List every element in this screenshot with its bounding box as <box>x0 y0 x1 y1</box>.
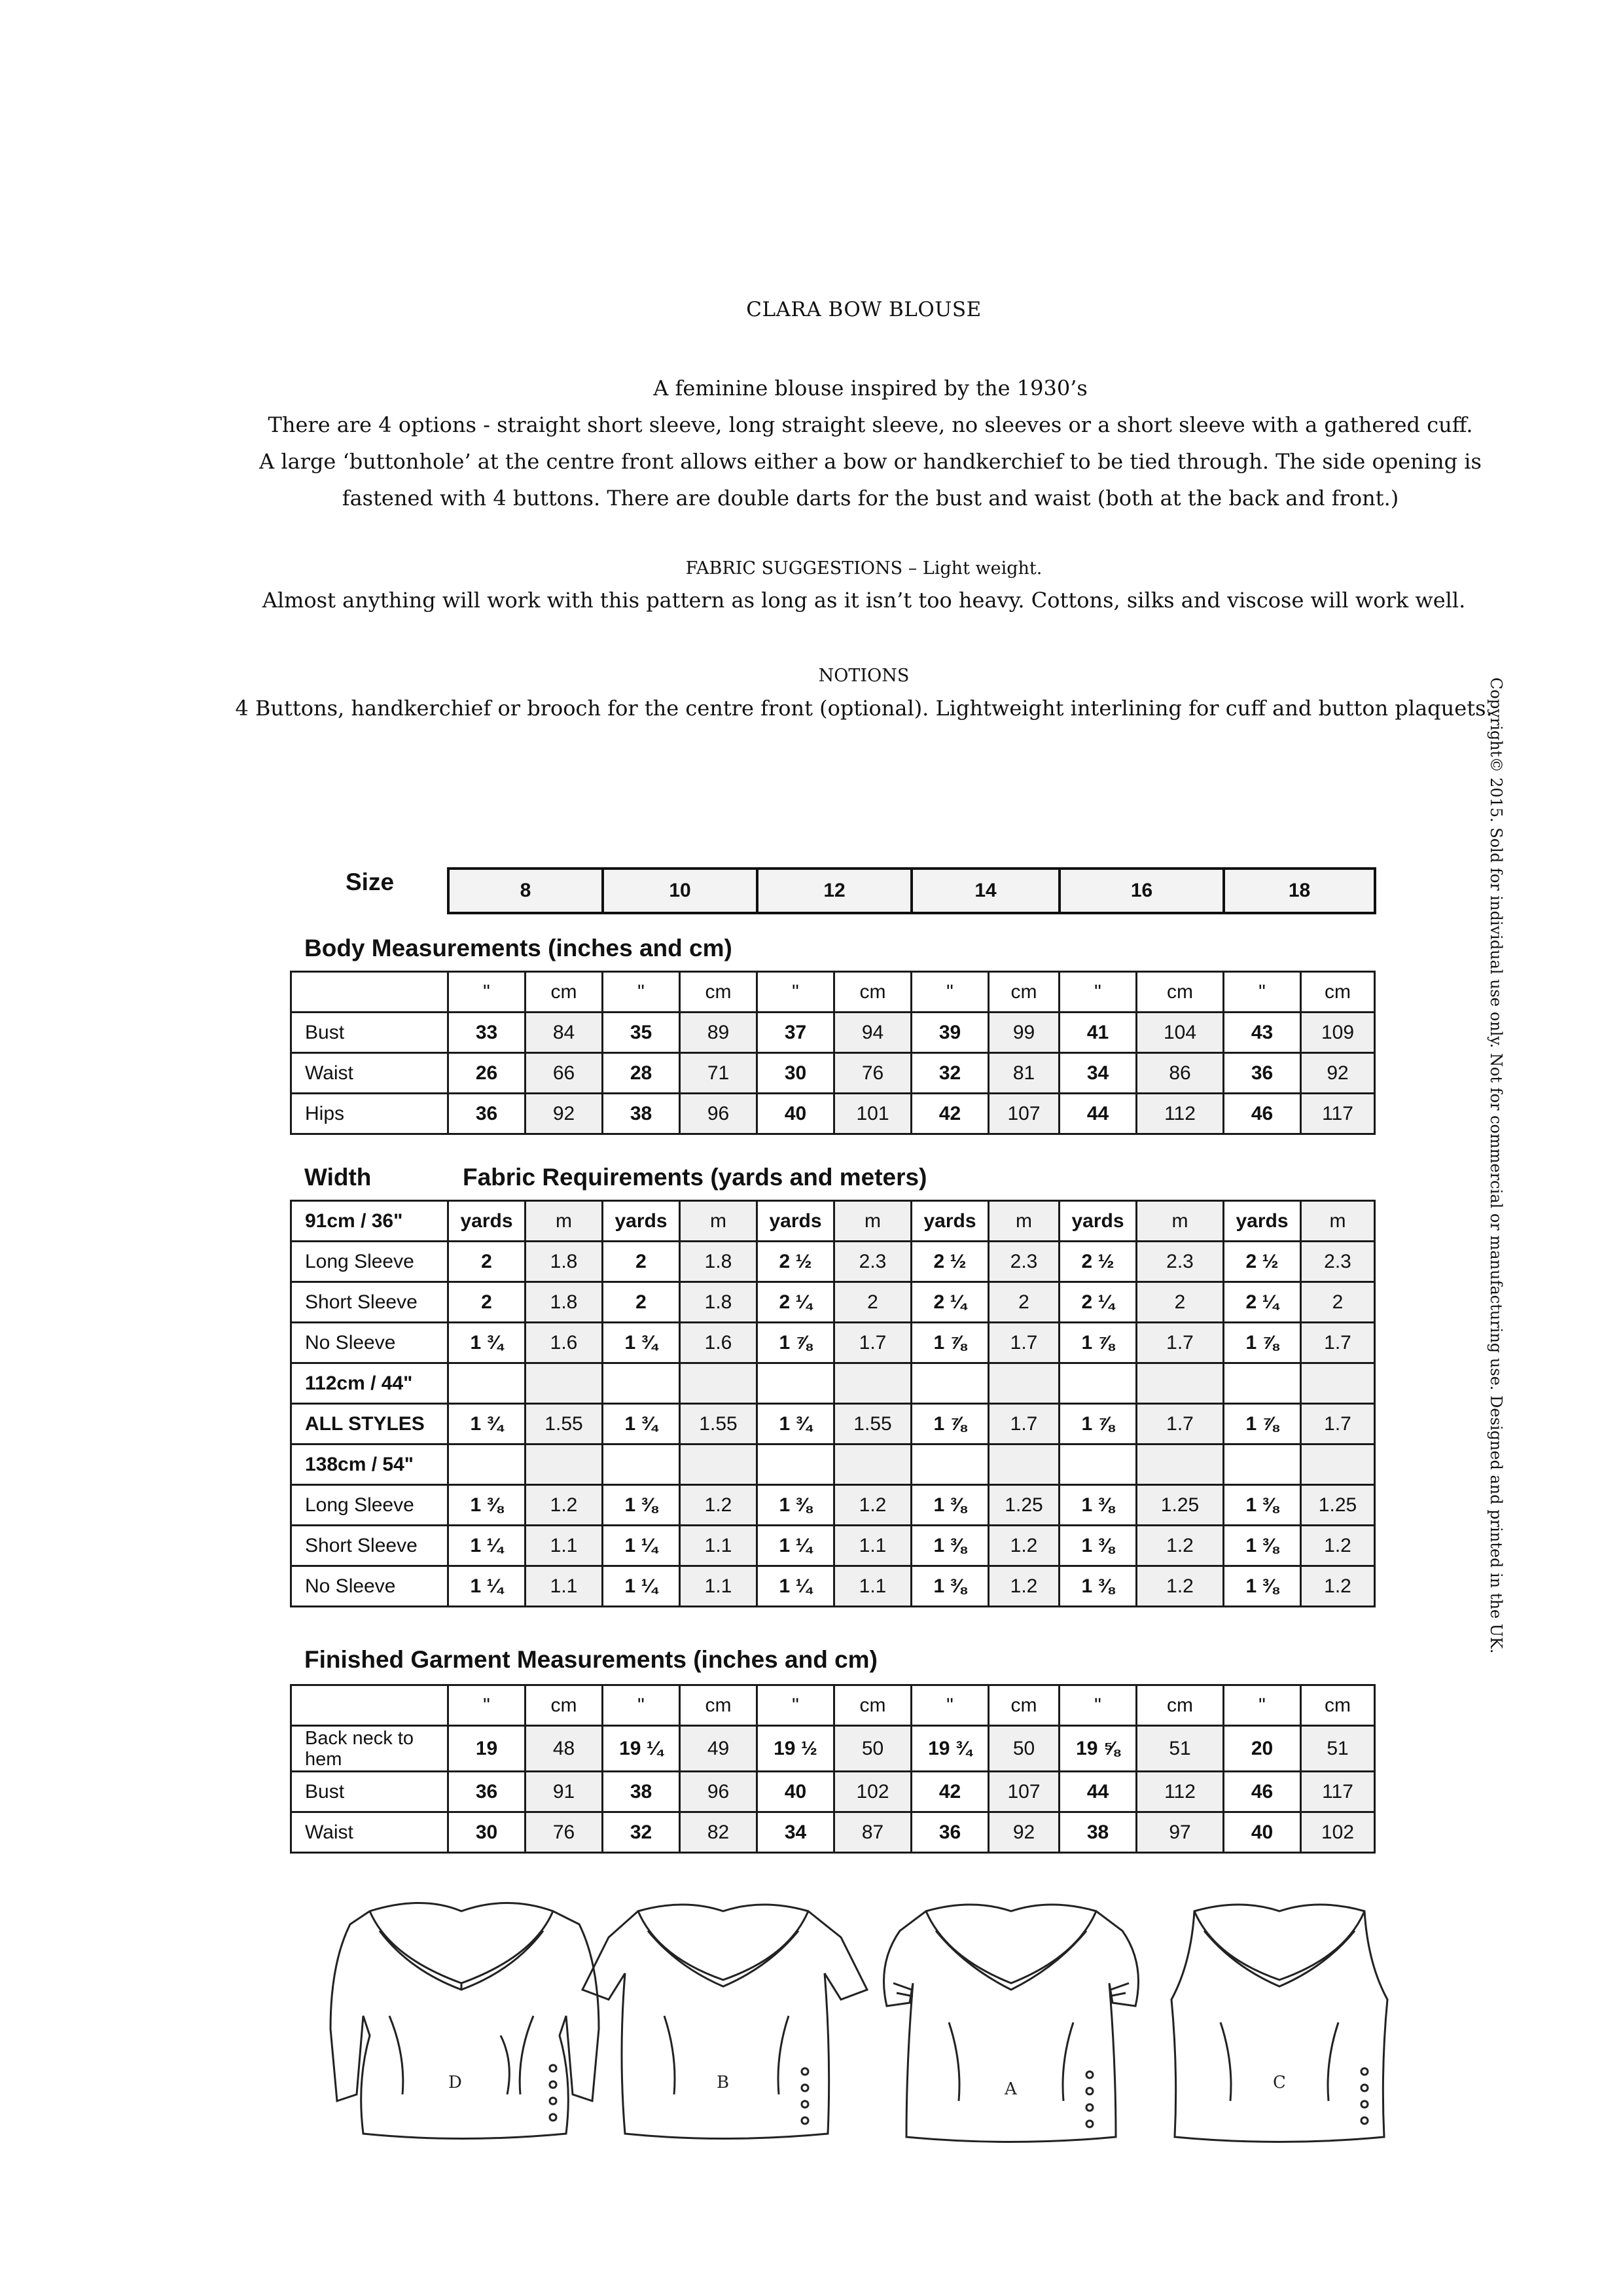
unit-cell: cm <box>989 972 1060 1013</box>
finished-measurements-table <box>290 1684 1376 1854</box>
table-cell: 1.2 <box>834 1485 912 1526</box>
table-cell <box>680 1444 757 1485</box>
row-label: Short Sleeve <box>291 1526 448 1566</box>
table-cell: 2 <box>448 1282 526 1323</box>
table-cell: 1.2 <box>989 1566 1060 1607</box>
table-cell <box>912 1444 989 1485</box>
body-measurements-heading: Body Measurements (inches and cm) <box>304 935 732 961</box>
blouse-view-a-drawing <box>884 1905 1139 2142</box>
unit-cell: cm <box>1137 972 1224 1013</box>
table-cell: 1.25 <box>1137 1485 1224 1526</box>
unit-cell: cm <box>989 1685 1060 1726</box>
table-cell: 1.8 <box>680 1242 757 1282</box>
table-row <box>291 1282 1375 1323</box>
table-cell: 34 <box>1060 1053 1137 1094</box>
table-cell: 1.25 <box>989 1485 1060 1526</box>
table-cell: 1 ⅜ <box>1060 1485 1137 1526</box>
unit-cell: " <box>757 972 834 1013</box>
table-cell: yards <box>448 1201 526 1242</box>
table-cell: 1 ¼ <box>757 1526 834 1566</box>
table-cell: 2.3 <box>1301 1242 1375 1282</box>
table-cell: 2 ¼ <box>912 1282 989 1323</box>
table-cell: 82 <box>680 1812 757 1853</box>
row-label: No Sleeve <box>291 1566 448 1607</box>
table-cell: 1.2 <box>1137 1526 1224 1566</box>
table-cell: 2 ¼ <box>757 1282 834 1323</box>
table-cell <box>757 1444 834 1485</box>
table-cell: 102 <box>834 1772 912 1812</box>
table-cell: 49 <box>680 1726 757 1772</box>
table-cell: 1 ⅜ <box>912 1526 989 1566</box>
table-cell <box>526 1363 603 1404</box>
table-row <box>291 1053 1375 1094</box>
table-row <box>291 1726 1375 1772</box>
table-cell: 76 <box>526 1812 603 1853</box>
table-cell: 19 ¾ <box>912 1726 989 1772</box>
unit-cell: " <box>603 1685 680 1726</box>
row-label: Waist <box>291 1053 448 1094</box>
table-cell <box>448 1363 526 1404</box>
table-cell: 1 ⅜ <box>1060 1566 1137 1607</box>
table-cell: 50 <box>834 1726 912 1772</box>
table-cell: 89 <box>680 1013 757 1053</box>
unit-cell: " <box>1224 1685 1301 1726</box>
table-row <box>291 1323 1375 1363</box>
table-cell: 76 <box>834 1053 912 1094</box>
table-cell: 19 <box>448 1726 526 1772</box>
table-cell: 1.2 <box>1137 1566 1224 1607</box>
table-cell <box>680 1363 757 1404</box>
table-cell: 1 ⅜ <box>1224 1526 1301 1566</box>
table-cell: 1 ⅜ <box>912 1485 989 1526</box>
table-cell: 1 ¾ <box>603 1404 680 1444</box>
table-cell <box>757 1363 834 1404</box>
unit-cell: cm <box>1301 1685 1375 1726</box>
units-row <box>291 1685 1375 1726</box>
blouse-view-d-drawing <box>330 1903 599 2139</box>
table-cell: 1 ¼ <box>448 1566 526 1607</box>
table-cell: 2 ¼ <box>1060 1282 1137 1323</box>
table-cell: 101 <box>834 1094 912 1134</box>
table-cell: 39 <box>912 1013 989 1053</box>
table-cell: 36 <box>912 1812 989 1853</box>
table-cell: 2 ½ <box>1060 1242 1137 1282</box>
table-cell <box>1137 1363 1224 1404</box>
row-label: Short Sleeve <box>291 1282 448 1323</box>
table-cell: 1.2 <box>526 1485 603 1526</box>
table-cell: 71 <box>680 1053 757 1094</box>
row-label: ALL STYLES <box>291 1404 448 1444</box>
table-cell: 112 <box>1137 1772 1224 1812</box>
table-row <box>291 1094 1375 1134</box>
table-cell: 19 ½ <box>757 1726 834 1772</box>
table-cell <box>1301 1444 1375 1485</box>
size-cell: 14 <box>912 869 1060 913</box>
blouse-illustrations <box>291 1885 1391 2160</box>
notions-heading: NOTIONS <box>818 666 910 686</box>
table-cell: 92 <box>1301 1053 1375 1094</box>
table-cell: 1.7 <box>1137 1404 1224 1444</box>
size-table <box>447 867 1376 914</box>
fabric-weight: Light weight. <box>922 558 1043 579</box>
table-cell <box>603 1363 680 1404</box>
table-cell: 2 <box>1137 1282 1224 1323</box>
table-row <box>291 1201 1375 1242</box>
table-cell: 1 ⅜ <box>1224 1485 1301 1526</box>
fabric-heading-dash: – <box>902 558 923 579</box>
table-cell: 1.55 <box>680 1404 757 1444</box>
fabric-suggestions-heading <box>0 558 1623 579</box>
finished-measurements-heading: Finished Garment Measurements (inches and cm) <box>304 1646 878 1673</box>
width-heading: Width <box>304 1164 372 1191</box>
units-row <box>291 972 1375 1013</box>
row-label: Long Sleeve <box>291 1242 448 1282</box>
unit-cell: cm <box>680 1685 757 1726</box>
table-cell: 51 <box>1301 1726 1375 1772</box>
table-cell: 1 ⅜ <box>603 1485 680 1526</box>
size-cell: 18 <box>1224 869 1375 913</box>
table-cell: 1.6 <box>526 1323 603 1363</box>
table-cell: 50 <box>989 1726 1060 1772</box>
table-cell: 2 ½ <box>1224 1242 1301 1282</box>
table-cell: 1 ⅞ <box>1224 1404 1301 1444</box>
table-cell: 1.7 <box>989 1323 1060 1363</box>
table-cell <box>1137 1444 1224 1485</box>
unit-cell: " <box>1224 972 1301 1013</box>
table-cell: 32 <box>912 1053 989 1094</box>
table-cell <box>834 1444 912 1485</box>
table-cell: 35 <box>603 1013 680 1053</box>
table-cell: 2 <box>448 1242 526 1282</box>
table-cell: 20 <box>1224 1726 1301 1772</box>
table-cell: 1.1 <box>834 1526 912 1566</box>
row-label: 112cm / 44" <box>291 1363 448 1404</box>
table-cell: 2 <box>1301 1282 1375 1323</box>
table-cell: 42 <box>912 1772 989 1812</box>
table-cell: m <box>989 1201 1060 1242</box>
table-cell: 117 <box>1301 1094 1375 1134</box>
table-cell: 41 <box>1060 1013 1137 1053</box>
row-label: 138cm / 54" <box>291 1444 448 1485</box>
blouse-view-c-drawing <box>1171 1905 1387 2142</box>
unit-cell: cm <box>1301 972 1375 1013</box>
table-cell: 1 ⅞ <box>1060 1404 1137 1444</box>
table-cell <box>1224 1363 1301 1404</box>
unit-cell: " <box>448 1685 526 1726</box>
table-cell: 42 <box>912 1094 989 1134</box>
table-cell <box>989 1444 1060 1485</box>
row-label: Waist <box>291 1812 448 1853</box>
table-cell: 1 ¼ <box>448 1526 526 1566</box>
view-letter: B <box>717 2073 730 2092</box>
view-letter: D <box>448 2073 462 2092</box>
table-cell: 1.1 <box>680 1526 757 1566</box>
copyright-notice: Copyright© 2015. Sold for individual use only. Not for commercial or manufacturing use. Designed and printed in the UK. <box>1487 677 1505 1654</box>
table-cell: 36 <box>448 1772 526 1812</box>
table-cell: 44 <box>1060 1094 1137 1134</box>
table-cell: 1.25 <box>1301 1485 1375 1526</box>
table-cell: 1.8 <box>680 1282 757 1323</box>
table-cell <box>448 1444 526 1485</box>
table-cell: 1 ⅞ <box>757 1323 834 1363</box>
table-cell: yards <box>603 1201 680 1242</box>
table-cell: m <box>526 1201 603 1242</box>
row-label: 91cm / 36" <box>291 1201 448 1242</box>
table-cell: m <box>834 1201 912 1242</box>
size-row <box>448 869 1375 913</box>
table-cell: 2 ½ <box>912 1242 989 1282</box>
table-cell: 107 <box>989 1094 1060 1134</box>
table-cell: 96 <box>680 1094 757 1134</box>
table-cell: 2 ½ <box>757 1242 834 1282</box>
table-cell: m <box>1137 1201 1224 1242</box>
table-cell: 117 <box>1301 1772 1375 1812</box>
units-label-cell <box>291 972 448 1013</box>
blouse-view-b-drawing <box>582 1905 867 2139</box>
table-cell: 81 <box>989 1053 1060 1094</box>
table-cell: 1 ⅜ <box>448 1485 526 1526</box>
table-cell: 1 ¼ <box>757 1566 834 1607</box>
unit-cell: cm <box>1137 1685 1224 1726</box>
table-cell: 38 <box>603 1094 680 1134</box>
table-cell <box>912 1363 989 1404</box>
table-cell: 1 ⅞ <box>1060 1323 1137 1363</box>
table-cell: 2 ¼ <box>1224 1282 1301 1323</box>
table-cell: 1.2 <box>1301 1566 1375 1607</box>
body-measurements-table <box>290 971 1376 1135</box>
table-cell: 1.1 <box>680 1566 757 1607</box>
table-cell <box>1060 1444 1137 1485</box>
row-label: No Sleeve <box>291 1323 448 1363</box>
table-cell: 1.8 <box>526 1282 603 1323</box>
table-row <box>291 1566 1375 1607</box>
table-cell: 2 <box>834 1282 912 1323</box>
table-row <box>291 1444 1375 1485</box>
intro-line: A large ‘buttonhole’ at the centre front allows either a bow or handkerchief to be tied through. The side opening is fastened with 4 buttons. There are double darts for the bust and waist (both at the back and front.) <box>259 449 1482 511</box>
table-cell: 1.55 <box>834 1404 912 1444</box>
row-label: Bust <box>291 1772 448 1812</box>
document-title: CLARA BOW BLOUSE <box>746 298 982 321</box>
table-cell: 2 <box>989 1282 1060 1323</box>
table-cell: 1 ¾ <box>757 1404 834 1444</box>
intro-text <box>255 370 1486 516</box>
notions-text: 4 Buttons, handkerchief or brooch for the centre front (optional). Lightweight interlining for cuff and button plaquets. <box>235 696 1493 721</box>
row-label: Back neck to hem <box>291 1726 448 1772</box>
table-cell: 1 ⅜ <box>757 1485 834 1526</box>
row-label: Long Sleeve <box>291 1485 448 1526</box>
table-cell <box>1224 1444 1301 1485</box>
size-cell: 12 <box>757 869 912 913</box>
table-cell: 51 <box>1137 1726 1224 1772</box>
table-cell: 1.6 <box>680 1323 757 1363</box>
table-cell: 1 ¾ <box>448 1404 526 1444</box>
table-cell: yards <box>1060 1201 1137 1242</box>
table-cell: 2.3 <box>1137 1242 1224 1282</box>
fabric-requirements-heading: Fabric Requirements (yards and meters) <box>463 1164 927 1191</box>
table-cell: 94 <box>834 1013 912 1053</box>
table-cell: 1.2 <box>989 1526 1060 1566</box>
table-cell: 84 <box>526 1013 603 1053</box>
size-cell: 16 <box>1060 869 1224 913</box>
row-label: Hips <box>291 1094 448 1134</box>
unit-cell: cm <box>526 1685 603 1726</box>
table-cell: yards <box>912 1201 989 1242</box>
table-cell: 1 ¼ <box>603 1566 680 1607</box>
fabric-requirements-table <box>290 1200 1376 1607</box>
unit-cell: " <box>912 972 989 1013</box>
table-cell: 1.7 <box>834 1323 912 1363</box>
table-cell: 36 <box>1224 1053 1301 1094</box>
table-row <box>291 1242 1375 1282</box>
table-cell: 1.1 <box>526 1526 603 1566</box>
table-cell: 1 ⅞ <box>912 1323 989 1363</box>
table-cell: 1 ¾ <box>603 1323 680 1363</box>
table-cell: 102 <box>1301 1812 1375 1853</box>
table-cell: 38 <box>1060 1812 1137 1853</box>
table-cell: 1 ⅞ <box>912 1404 989 1444</box>
table-cell: 97 <box>1137 1812 1224 1853</box>
unit-cell: " <box>448 972 526 1013</box>
view-letter: C <box>1273 2073 1286 2092</box>
table-cell: 2.3 <box>989 1242 1060 1282</box>
table-cell: 40 <box>1224 1812 1301 1853</box>
table-cell: 99 <box>989 1013 1060 1053</box>
table-cell: 43 <box>1224 1013 1301 1053</box>
table-cell: 46 <box>1224 1094 1301 1134</box>
table-cell: 1.2 <box>1301 1526 1375 1566</box>
table-cell: 1 ⅞ <box>1224 1323 1301 1363</box>
table-cell: 37 <box>757 1013 834 1053</box>
table-cell: 2 <box>603 1282 680 1323</box>
table-row <box>291 1526 1375 1566</box>
table-cell: 1.2 <box>680 1485 757 1526</box>
size-cell: 8 <box>448 869 603 913</box>
unit-cell: " <box>912 1685 989 1726</box>
table-row <box>291 1772 1375 1812</box>
unit-cell: cm <box>526 972 603 1013</box>
table-cell: 33 <box>448 1013 526 1053</box>
table-cell <box>603 1444 680 1485</box>
table-cell: 32 <box>603 1812 680 1853</box>
table-cell: 1 ⅜ <box>912 1566 989 1607</box>
table-cell: 1.1 <box>834 1566 912 1607</box>
table-row <box>291 1404 1375 1444</box>
table-cell: 30 <box>448 1812 526 1853</box>
intro-line: There are 4 options - straight short sleeve, long straight sleeve, no sleeves or a short sleeve with a gathered cuff. <box>268 412 1473 437</box>
table-cell: 36 <box>448 1094 526 1134</box>
intro-line: A feminine blouse inspired by the 1930’s <box>653 376 1088 401</box>
units-label-cell <box>291 1685 448 1726</box>
unit-cell: " <box>757 1685 834 1726</box>
table-cell: 19 ¼ <box>603 1726 680 1772</box>
table-cell: 1.55 <box>526 1404 603 1444</box>
table-row <box>291 1013 1375 1053</box>
table-cell: 86 <box>1137 1053 1224 1094</box>
table-cell: 40 <box>757 1772 834 1812</box>
table-cell: 2.3 <box>834 1242 912 1282</box>
table-cell: 1.7 <box>1137 1323 1224 1363</box>
table-cell: 48 <box>526 1726 603 1772</box>
table-cell: 66 <box>526 1053 603 1094</box>
table-cell: 92 <box>989 1812 1060 1853</box>
table-cell: 38 <box>603 1772 680 1812</box>
table-cell: 1 ⅜ <box>1060 1526 1137 1566</box>
fabric-suggestions-text: Almost anything will work with this pattern as long as it isn’t too heavy. Cottons, silks and viscose will work well. <box>262 588 1466 613</box>
unit-cell: " <box>1060 1685 1137 1726</box>
table-cell: 107 <box>989 1772 1060 1812</box>
table-cell: 1 ⅜ <box>1224 1566 1301 1607</box>
table-cell: 1.7 <box>1301 1404 1375 1444</box>
table-cell: 92 <box>526 1094 603 1134</box>
table-cell: 96 <box>680 1772 757 1812</box>
row-label: Bust <box>291 1013 448 1053</box>
table-cell: 46 <box>1224 1772 1301 1812</box>
table-cell: 28 <box>603 1053 680 1094</box>
table-cell: 34 <box>757 1812 834 1853</box>
table-cell <box>526 1444 603 1485</box>
table-cell: 91 <box>526 1772 603 1812</box>
table-row <box>291 1812 1375 1853</box>
table-cell: m <box>1301 1201 1375 1242</box>
table-cell: 1.7 <box>989 1404 1060 1444</box>
unit-cell: cm <box>834 1685 912 1726</box>
table-cell: yards <box>757 1201 834 1242</box>
unit-cell: cm <box>680 972 757 1013</box>
table-cell: 1.8 <box>526 1242 603 1282</box>
table-cell: 1 ¼ <box>603 1526 680 1566</box>
size-cell: 10 <box>603 869 757 913</box>
table-cell: 40 <box>757 1094 834 1134</box>
table-cell: 1.7 <box>1301 1323 1375 1363</box>
size-label: Size <box>346 869 395 895</box>
table-cell: 112 <box>1137 1094 1224 1134</box>
table-row <box>291 1363 1375 1404</box>
table-cell <box>1301 1363 1375 1404</box>
table-cell <box>1060 1363 1137 1404</box>
table-cell: 1.1 <box>526 1566 603 1607</box>
table-cell <box>834 1363 912 1404</box>
table-cell: 19 ⅝ <box>1060 1726 1137 1772</box>
table-cell: 26 <box>448 1053 526 1094</box>
table-cell: m <box>680 1201 757 1242</box>
table-cell: 44 <box>1060 1772 1137 1812</box>
table-cell: 87 <box>834 1812 912 1853</box>
unit-cell: " <box>1060 972 1137 1013</box>
table-cell: 1 ¾ <box>448 1323 526 1363</box>
table-cell: yards <box>1224 1201 1301 1242</box>
table-cell: 30 <box>757 1053 834 1094</box>
unit-cell: cm <box>834 972 912 1013</box>
table-cell: 109 <box>1301 1013 1375 1053</box>
unit-cell: " <box>603 972 680 1013</box>
table-cell <box>989 1363 1060 1404</box>
table-cell: 104 <box>1137 1013 1224 1053</box>
table-row <box>291 1485 1375 1526</box>
fabric-heading-label: FABRIC SUGGESTIONS <box>685 558 903 579</box>
table-cell: 2 <box>603 1242 680 1282</box>
view-letter: A <box>1005 2079 1017 2099</box>
